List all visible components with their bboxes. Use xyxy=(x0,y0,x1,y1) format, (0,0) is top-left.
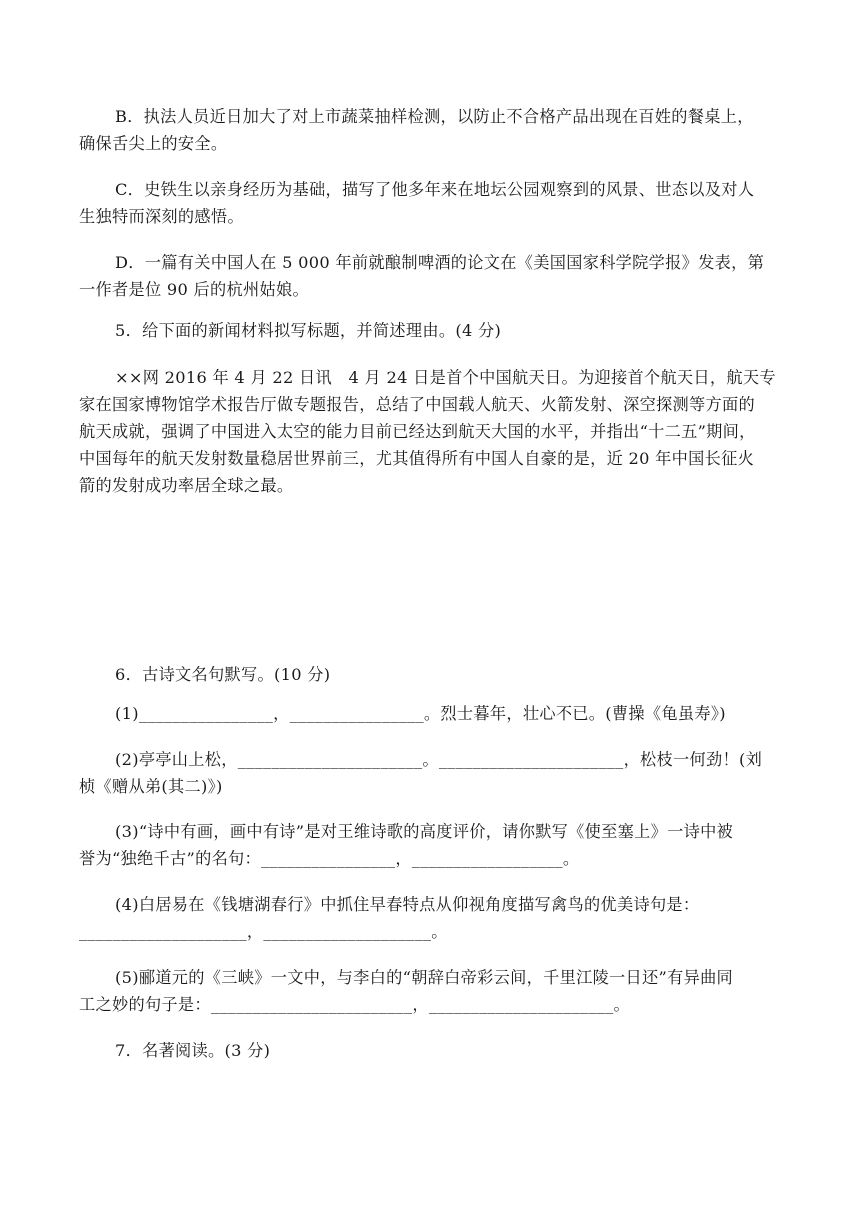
item-4-line-2: ____________________，____________________。 xyxy=(79,922,448,941)
question-6-item-5 xyxy=(79,964,784,1018)
material-line-2: 家在国家博物馆学术报告厅做专题报告，总结了中国载人航天、火箭发射、深空探测等方面的 xyxy=(79,395,755,414)
item-5-line-2: 工之妙的句子是：________________________，______________________。 xyxy=(79,995,630,1014)
option-d-line-2: 一作者是位 90 后的杭州姑娘。 xyxy=(79,280,309,299)
material-line-3: 航天成就，强调了中国进入太空的能力目前已经达到航天大国的水平，并指出“十二五”期间， xyxy=(79,422,756,441)
question-6-prompt-text: 6．古诗文名句默写。(10 分) xyxy=(115,665,331,684)
question-5-prompt xyxy=(79,317,784,344)
material-line-5: 箭的发射成功率居全球之最。 xyxy=(79,476,294,495)
material-line-1: ××网 2016 年 4 月 22 日讯 4 月 24 日是首个中国航天日。为迎接首个航天日，航天专 xyxy=(115,368,776,387)
question-6-item-3 xyxy=(79,818,784,872)
item-4-line-1: (4)白居易在《钱塘湖春行》中抓住早春特点从仰视角度描写禽鸟的优美诗句是： xyxy=(115,895,700,914)
option-d xyxy=(79,249,784,303)
question-7-prompt-text: 7．名著阅读。(3 分) xyxy=(115,1041,271,1060)
option-c-line-1: C．史铁生以亲身经历为基础，描写了他多年来在地坛公园观察到的风景、世态以及对人 xyxy=(115,180,755,199)
question-6-item-2 xyxy=(79,746,784,800)
option-b xyxy=(79,103,784,157)
question-6-prompt xyxy=(79,661,784,688)
option-c xyxy=(79,176,784,230)
material-line-4: 中国每年的航天发射数量稳居世界前三，尤其值得所有中国人自豪的是，近 20 年中国长征火 xyxy=(79,449,755,468)
item-2-line-2: 桢《赠从弟(其二)》) xyxy=(79,777,223,796)
question-6-item-1 xyxy=(79,700,784,727)
option-b-line-2: 确保舌尖上的安全。 xyxy=(79,134,228,153)
option-d-line-1: D．一篇有关中国人在 5 000 年前就酿制啤酒的论文在《美国国家科学院学报》发表，第 xyxy=(115,253,765,272)
item-3-line-1: (3)“诗中有画，画中有诗”是对王维诗歌的高度评价，请你默写《使至塞上》一诗中被 xyxy=(115,822,734,841)
item-1-line-1: (1)________________，________________。烈士暮年，壮心不已。(曹操《龟虽寿》) xyxy=(115,704,726,723)
item-3-line-2: 誉为“独绝千古”的名句：________________，__________________。 xyxy=(79,849,580,868)
option-b-line-1: B．执法人员近日加大了对上市蔬菜抽样检测，以防止不合格产品出现在百姓的餐桌上， xyxy=(115,107,754,126)
option-c-line-2: 生独特而深刻的感悟。 xyxy=(79,207,244,226)
question-5-material xyxy=(79,364,784,499)
item-2-line-1: (2)亭亭山上松，______________________。______________________，松枝一何劲！(刘 xyxy=(115,750,763,769)
question-6-item-4 xyxy=(79,891,784,945)
question-5-prompt-text: 5．给下面的新闻材料拟写标题，并简述理由。(4 分) xyxy=(115,321,502,340)
question-7-prompt xyxy=(79,1037,784,1064)
item-5-line-1: (5)郦道元的《三峡》一文中，与李白的“朝辞白帝彩云间，千里江陵一日还”有异曲同 xyxy=(115,968,734,987)
